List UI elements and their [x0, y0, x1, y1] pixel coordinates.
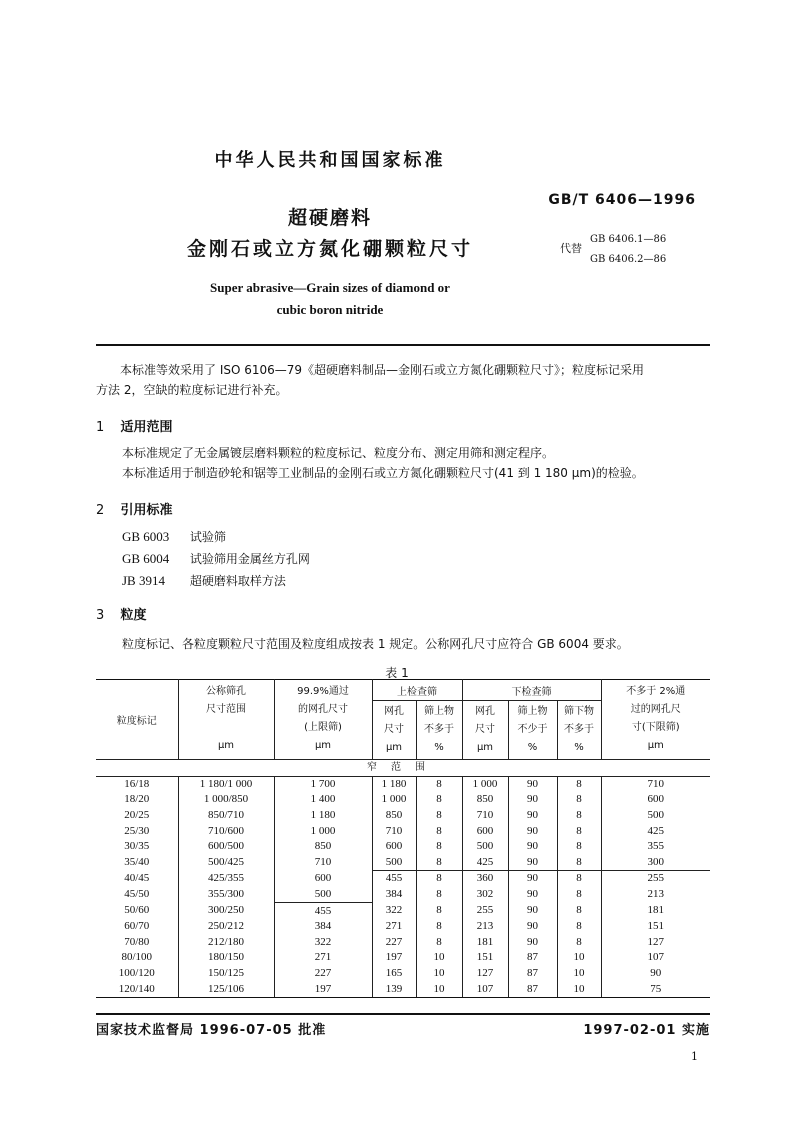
cell-upper-retained: 8	[416, 903, 462, 919]
header-text: 尺寸	[384, 724, 404, 735]
header-unit: %	[574, 742, 584, 753]
cell-lower-passing: 8	[557, 823, 601, 839]
cell-upper-hole-size: 1 180	[372, 776, 416, 792]
header-lower-hole-size	[462, 701, 508, 760]
cell-upper-limit-size: 1 400	[274, 792, 372, 808]
cell-upper-hole-size: 322	[372, 903, 416, 919]
title-en-line-2: cubic boron nitride	[276, 302, 384, 317]
header-grain-mark: 粒度标记	[96, 680, 178, 760]
section-title: 引用标准	[120, 503, 173, 518]
cell-grain-mark: 40/45	[96, 871, 178, 887]
intro-paragraph	[96, 360, 710, 400]
header-text: 不多于 2%通	[626, 686, 686, 697]
header-text: 尺寸	[475, 724, 495, 735]
replaces-list	[590, 230, 666, 270]
cell-lower-retained: 90	[508, 887, 557, 903]
section-1-line: 本标准适用于制造砂轮和锯等工业制品的金刚石或立方氮化硼颗粒尺寸(41 到 1 180 μm)的检验。	[122, 466, 644, 480]
header-rule	[96, 344, 710, 346]
cell-lower-retained: 90	[508, 855, 557, 871]
cell-upper-hole-size: 197	[372, 950, 416, 966]
cell-lower-limit-size: 710	[601, 776, 710, 792]
cell-lower-hole-size: 1 000	[462, 776, 508, 792]
cell-lower-passing: 10	[557, 981, 601, 997]
standard-code: GB/T 6406—1996	[548, 192, 696, 208]
cell-lower-passing: 8	[557, 839, 601, 855]
table-row	[96, 966, 710, 982]
cell-grain-mark: 60/70	[96, 919, 178, 935]
cell-nominal-range: 1 180/1 000	[178, 776, 274, 792]
table-row	[96, 792, 710, 808]
header-lower-check-sieve: 下检查筛	[462, 680, 601, 701]
range-label: 窄范围	[96, 760, 710, 777]
cell-lower-passing: 8	[557, 887, 601, 903]
cell-lower-retained: 90	[508, 839, 557, 855]
section-title: 粒度	[120, 608, 147, 623]
cell-lower-hole-size: 425	[462, 855, 508, 871]
header-nominal-range	[178, 680, 274, 760]
section-3-heading	[96, 604, 147, 623]
cell-lower-retained: 90	[508, 823, 557, 839]
cell-lower-hole-size: 302	[462, 887, 508, 903]
cell-grain-mark: 25/30	[96, 823, 178, 839]
national-standard-heading: 中华人民共和国国家标准	[214, 150, 446, 171]
replaces-item: GB 6406.2—86	[590, 254, 667, 265]
cell-lower-passing: 8	[557, 935, 601, 951]
header-unit: μm	[476, 742, 494, 753]
reference-name: 试验筛用金属丝方孔网	[189, 552, 310, 566]
cell-lower-retained: 90	[508, 903, 557, 919]
cell-grain-mark: 35/40	[96, 855, 178, 871]
header-text: 不少于	[517, 724, 548, 735]
header-unit: %	[527, 742, 538, 753]
cell-lower-hole-size: 710	[462, 808, 508, 824]
header-lower-passing	[557, 701, 601, 760]
cell-upper-retained: 8	[416, 839, 462, 855]
section-1-line: 本标准规定了无金属镀层磨料颗粒的粒度标记、粒度分布、测定用筛和测定程序。	[122, 446, 555, 460]
cell-lower-passing: 8	[557, 871, 601, 887]
cell-upper-retained: 10	[416, 950, 462, 966]
cell-nominal-range: 850/710	[178, 808, 274, 824]
cell-lower-limit-size: 151	[601, 919, 710, 935]
cell-upper-retained: 8	[416, 808, 462, 824]
table-caption: 表 1	[385, 666, 409, 680]
cell-lower-retained: 90	[508, 792, 557, 808]
header-lower-limit-sieve	[601, 680, 710, 760]
title-en	[0, 277, 660, 321]
cell-upper-limit-size: 1 180	[274, 808, 372, 824]
cell-nominal-range: 212/180	[178, 935, 274, 951]
section-number: 1	[96, 420, 105, 435]
cell-lower-limit-size: 127	[601, 935, 710, 951]
cell-upper-retained: 8	[416, 935, 462, 951]
cell-upper-hole-size: 500	[372, 855, 416, 871]
header-text: 筛下物	[564, 706, 594, 717]
header-upper-limit-sieve	[274, 680, 372, 760]
header-unit: μm	[647, 740, 664, 751]
cell-upper-hole-size: 455	[372, 871, 416, 887]
table-row	[96, 887, 710, 903]
cell-lower-passing: 8	[557, 855, 601, 871]
cell-upper-limit-size: 710	[274, 855, 372, 871]
reference-code: GB 6003	[122, 529, 170, 544]
header-upper-retained	[416, 701, 462, 760]
title-cn-line-2: 金刚石或立方氮化硼颗粒尺寸	[186, 238, 473, 260]
header-upper-hole-size	[372, 701, 416, 760]
cell-grain-mark: 100/120	[96, 966, 178, 982]
cell-upper-limit-size: 384	[274, 919, 372, 935]
cell-upper-limit-size: 1 000	[274, 823, 372, 839]
cell-upper-retained: 8	[416, 887, 462, 903]
reference-name: 超硬磨料取样方法	[189, 574, 286, 588]
cell-upper-hole-size: 1 000	[372, 792, 416, 808]
cell-upper-limit-size: 197	[274, 981, 372, 997]
cell-upper-retained: 8	[416, 871, 462, 887]
replaces-item: GB 6406.1—86	[590, 234, 667, 245]
header-lower-retained	[508, 701, 557, 760]
cell-lower-retained: 87	[508, 950, 557, 966]
table-row	[96, 903, 710, 919]
header-text: 网孔	[475, 706, 495, 717]
cell-nominal-range: 300/250	[178, 903, 274, 919]
cell-lower-hole-size: 600	[462, 823, 508, 839]
reference-name: 试验筛	[189, 530, 226, 544]
cell-grain-mark: 20/25	[96, 808, 178, 824]
cell-lower-retained: 90	[508, 935, 557, 951]
cell-lower-hole-size: 181	[462, 935, 508, 951]
cell-lower-passing: 10	[557, 966, 601, 982]
replaces-label: 代替	[560, 242, 582, 255]
cell-upper-limit-size: 600	[274, 871, 372, 887]
cell-lower-passing: 8	[557, 903, 601, 919]
approval-date: 国家技术监督局 1996-07-05 批准	[96, 1023, 327, 1038]
header-upper-check-sieve: 上检查筛	[372, 680, 462, 701]
table-row	[96, 776, 710, 792]
title-en-line-1: Super abrasive—Grain sizes of diamond or	[210, 280, 450, 295]
section-2-heading	[96, 499, 173, 518]
cell-lower-limit-size: 500	[601, 808, 710, 824]
cell-nominal-range: 1 000/850	[178, 792, 274, 808]
cell-grain-mark: 80/100	[96, 950, 178, 966]
cell-upper-retained: 8	[416, 823, 462, 839]
cell-lower-limit-size: 600	[601, 792, 710, 808]
reference-item	[122, 528, 226, 545]
header-text: 不多于	[564, 724, 594, 735]
cell-grain-mark: 70/80	[96, 935, 178, 951]
header-text: (上限筛)	[304, 722, 342, 733]
cell-lower-retained: 90	[508, 871, 557, 887]
cell-nominal-range: 250/212	[178, 919, 274, 935]
section-number: 2	[96, 503, 105, 518]
cell-upper-retained: 8	[416, 919, 462, 935]
section-3-body: 粒度标记、各粒度颗粒尺寸范围及粒度组成按表 1 规定。公称网孔尺寸应符合 GB 6004 要求。	[122, 637, 629, 651]
cell-grain-mark: 16/18	[96, 776, 178, 792]
intro-line: 方法 2，空缺的粒度标记进行补充。	[96, 383, 288, 397]
header-text: 寸(下限筛)	[631, 722, 680, 733]
cell-lower-hole-size: 127	[462, 966, 508, 982]
table-row	[96, 871, 710, 887]
cell-upper-hole-size: 165	[372, 966, 416, 982]
implementation-date: 1997-02-01 实施	[583, 1023, 710, 1038]
cell-upper-hole-size: 600	[372, 839, 416, 855]
cell-lower-limit-size: 300	[601, 855, 710, 871]
cell-grain-mark: 30/35	[96, 839, 178, 855]
cell-lower-limit-size: 425	[601, 823, 710, 839]
cell-upper-retained: 8	[416, 855, 462, 871]
table-row	[96, 823, 710, 839]
cell-upper-retained: 8	[416, 776, 462, 792]
header-text: 筛上物	[517, 706, 548, 717]
cell-upper-hole-size: 139	[372, 981, 416, 997]
cell-upper-limit-size: 850	[274, 839, 372, 855]
cell-upper-retained: 10	[416, 981, 462, 997]
reference-item	[122, 550, 310, 567]
cell-upper-hole-size: 271	[372, 919, 416, 935]
intro-line: 本标准等效采用了 ISO 6106—79《超硬磨料制品—金刚石或立方氮化硼颗粒尺寸》；粒度标记采用	[120, 363, 645, 377]
cell-upper-limit-size: 271	[274, 950, 372, 966]
reference-code: GB 6004	[122, 551, 170, 566]
cell-upper-hole-size: 227	[372, 935, 416, 951]
cell-upper-limit-size: 455	[274, 903, 372, 919]
cell-nominal-range: 150/125	[178, 966, 274, 982]
cell-nominal-range: 355/300	[178, 887, 274, 903]
table-row	[96, 919, 710, 935]
cell-lower-retained: 87	[508, 981, 557, 997]
cell-lower-hole-size: 151	[462, 950, 508, 966]
header-text: 不多于	[424, 724, 454, 735]
section-1-body	[122, 443, 712, 483]
cell-lower-hole-size: 255	[462, 903, 508, 919]
cell-lower-retained: 90	[508, 776, 557, 792]
cell-upper-limit-size: 322	[274, 935, 372, 951]
cell-nominal-range: 710/600	[178, 823, 274, 839]
cell-nominal-range: 180/150	[178, 950, 274, 966]
cell-upper-hole-size: 384	[372, 887, 416, 903]
cell-lower-hole-size: 850	[462, 792, 508, 808]
cell-lower-hole-size: 500	[462, 839, 508, 855]
section-1-heading	[96, 416, 173, 435]
table-row	[96, 855, 710, 871]
page-number: 1	[691, 1050, 698, 1063]
header-text: 公称筛孔	[206, 686, 246, 697]
cell-lower-retained: 87	[508, 966, 557, 982]
section-number: 3	[96, 608, 105, 623]
cell-upper-retained: 10	[416, 966, 462, 982]
header-text: 尺寸范围	[206, 704, 246, 715]
cell-upper-retained: 8	[416, 792, 462, 808]
cell-lower-passing: 10	[557, 950, 601, 966]
section-title: 适用范围	[120, 420, 173, 435]
title-cn-line-1: 超硬磨料	[287, 207, 372, 229]
cell-nominal-range: 500/425	[178, 855, 274, 871]
cell-lower-passing: 8	[557, 919, 601, 935]
cell-grain-mark: 120/140	[96, 981, 178, 997]
cell-lower-limit-size: 213	[601, 887, 710, 903]
cell-lower-limit-size: 75	[601, 981, 710, 997]
header-text: 网孔	[384, 706, 404, 717]
header-text: 的网孔尺寸	[298, 704, 348, 715]
table-row	[96, 839, 710, 855]
header-text: 99.9%通过	[297, 686, 349, 697]
cell-grain-mark: 18/20	[96, 792, 178, 808]
cell-lower-passing: 8	[557, 808, 601, 824]
cell-grain-mark: 45/50	[96, 887, 178, 903]
cell-lower-retained: 90	[508, 919, 557, 935]
table-row	[96, 950, 710, 966]
cell-lower-limit-size: 181	[601, 903, 710, 919]
cell-nominal-range: 600/500	[178, 839, 274, 855]
cell-lower-retained: 90	[508, 808, 557, 824]
table-row	[96, 981, 710, 997]
table-row	[96, 935, 710, 951]
cell-lower-passing: 8	[557, 792, 601, 808]
cell-upper-limit-size: 227	[274, 966, 372, 982]
cell-upper-hole-size: 710	[372, 823, 416, 839]
cell-grain-mark: 50/60	[96, 903, 178, 919]
cell-lower-limit-size: 107	[601, 950, 710, 966]
cell-upper-limit-size: 1 700	[274, 776, 372, 792]
reference-item	[122, 572, 286, 589]
cell-nominal-range: 125/106	[178, 981, 274, 997]
header-unit: %	[434, 742, 444, 753]
cell-lower-passing: 8	[557, 776, 601, 792]
cell-upper-limit-size: 500	[274, 887, 372, 903]
table-row	[96, 808, 710, 824]
cell-lower-hole-size: 360	[462, 871, 508, 887]
cell-upper-hole-size: 850	[372, 808, 416, 824]
header-unit: μm	[385, 742, 403, 753]
header-text: 过的网孔尺	[630, 704, 681, 715]
header-unit: μm	[217, 740, 235, 751]
cell-lower-hole-size: 213	[462, 919, 508, 935]
footer-rule	[96, 1013, 710, 1015]
cell-lower-limit-size: 90	[601, 966, 710, 982]
grain-size-table	[96, 679, 710, 998]
header-text: 筛上物	[424, 706, 454, 717]
cell-lower-limit-size: 355	[601, 839, 710, 855]
cell-nominal-range: 425/355	[178, 871, 274, 887]
header-unit: μm	[314, 740, 332, 751]
reference-code: JB 3914	[122, 573, 165, 588]
cell-lower-limit-size: 255	[601, 871, 710, 887]
cell-lower-hole-size: 107	[462, 981, 508, 997]
